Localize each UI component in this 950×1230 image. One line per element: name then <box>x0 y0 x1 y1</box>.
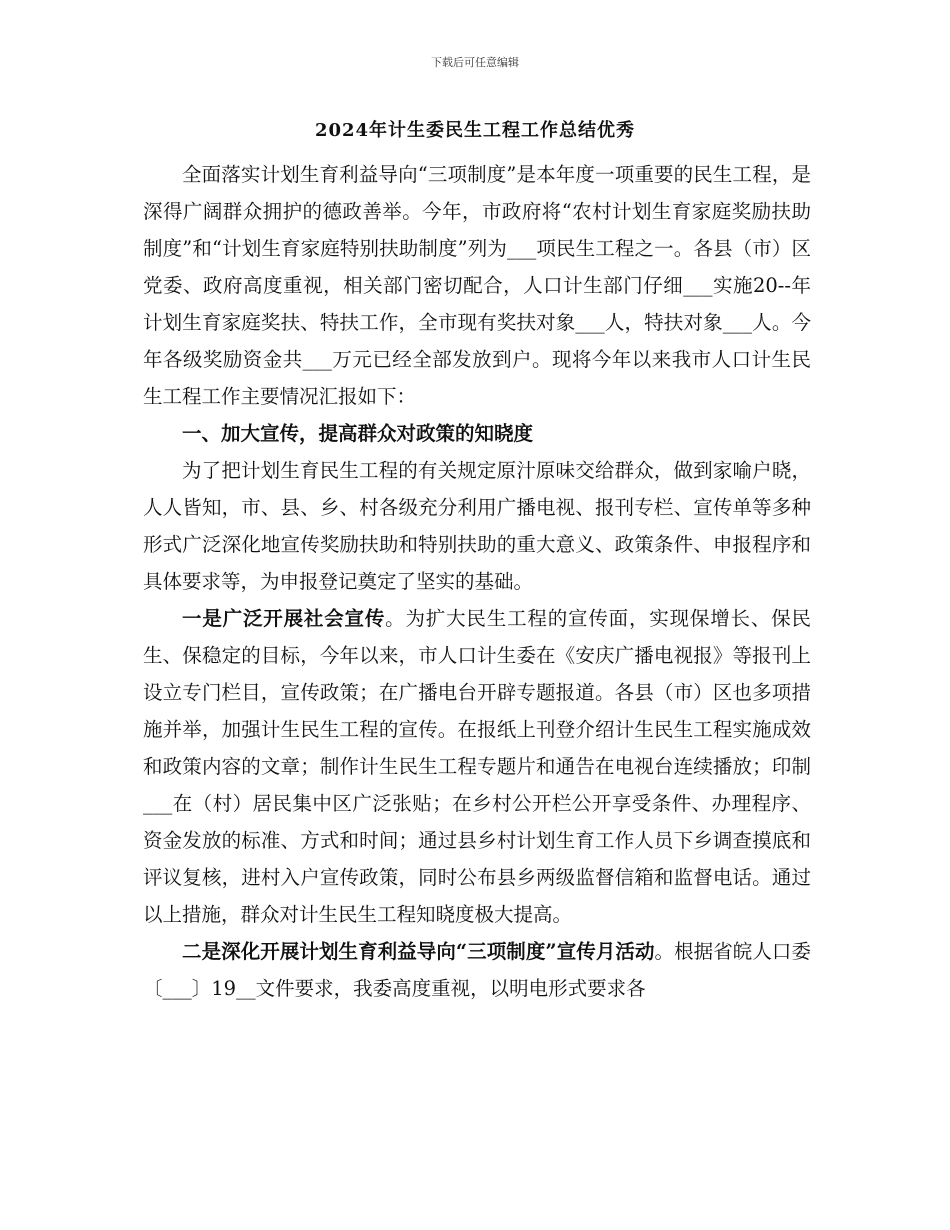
paragraph-text: 。为扩大民生工程的宣传面，实现保增长、保民生、保稳定的目标，今年以来，市人口计生委在《安庆广播电视报》等报刊上设立专门栏目，宣传政策；在广播电台开辟专题报道。各县（市）区也多项措施并举，加强计生民生工程的宣传。在报纸上刊登介绍计生民生工程实施成效和政策内容的文章；制作计生民生工程专题片和通告在电视台连续播放；印制___在（村）居民集中区广泛张贴；在乡村公开栏公开享受条件、办理程序、资金发放的标准、方式和时间；通过县乡村计划生育工作人员下乡调查摸底和评议复核，进村入户宣传政策，同时公布县乡两级监督信箱和监督电话。通过以上措施，群众对计生民生工程知晓度极大提高。 <box>143 607 811 926</box>
page-header-note: 下载后可任意编辑 <box>431 56 519 69</box>
paragraph-text: 。根据省皖人口委〔___〕19__文件要求，我委高度重视，以明电形式要求各 <box>143 940 811 1000</box>
paragraph-lead-bold: 一是广泛开展社会宣传 <box>182 607 386 630</box>
paragraph-publicity-month <box>143 933 811 1007</box>
paragraph-publicity: 为了把计划生育民生工程的有关规定原汁原味交给群众，做到家喻户晓，人人皆知，市、县、乡、村各级充分利用广播电视、报刊专栏、宣传单等多种形式广泛深化地宣传奖励扶助和特别扶助的重大意义、政策条件、申报程序和具体要求等，为申报登记奠定了坚实的基础。 <box>143 459 811 593</box>
section-heading-1: 一、加大宣传，提高群众对政策的知晓度 <box>182 422 534 445</box>
document-body <box>143 156 811 1007</box>
paragraph-lead-bold: 二是深化开展计划生育利益导向“三项制度”宣传月活动 <box>182 940 655 963</box>
paragraph-intro: 全面落实计划生育利益导向“三项制度”是本年度一项重要的民生工程，是深得广阔群众拥护的德政善举。今年，市政府将“农村计划生育家庭奖励扶助制度”和“计划生育家庭特别扶助制度”列为___项民生工程之一。各县（市）区党委、政府高度重视，相关部门密切配合，人口计生部门仔细___实施20--年计划生育家庭奖扶、特扶工作，全市现有奖扶对象___人，特扶对象___人。今年各级奖励资金共___万元已经全部发放到户。现将今年以来我市人口计生民生工程工作主要情况汇报如下： <box>143 163 811 408</box>
paragraph-social-publicity <box>143 600 811 933</box>
document-title: 2024年计生委民生工程工作总结优秀 <box>314 120 636 141</box>
